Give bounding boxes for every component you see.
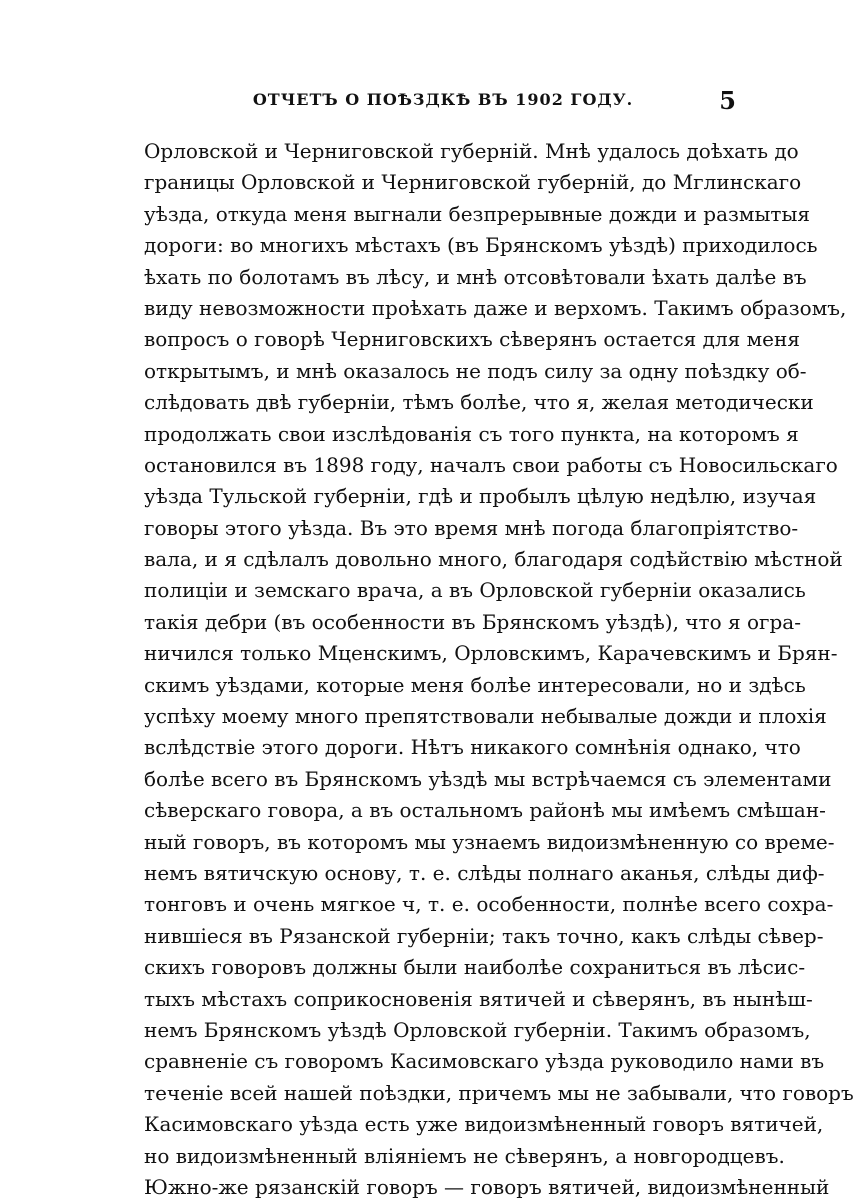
text-line: тонговъ и очень мягкое ч, т. е. особенности, полнѣе всего сохра- (144, 892, 834, 917)
text-line: ничился только Мценскимъ, Орловскимъ, Карачевскимъ и Брян- (144, 641, 838, 666)
text-line: Южно-же рязанскій говоръ — говоръ вятичей, видоизмѣненный (144, 1174, 830, 1199)
text-line: говоры этого уѣзда. Въ это время мнѣ погода благопріятство- (144, 515, 799, 540)
text-line: границы Орловской и Черниговской губерній, до Мглинскаго (144, 170, 802, 195)
text-line: Касимовскаго уѣзда есть уже видоизмѣненный говоръ вятичей, (144, 1112, 824, 1137)
text-line: вала, и я сдѣлалъ довольно много, благодаря содѣйствію мѣстной (144, 547, 843, 572)
text-line: немъ вятичскую основу, т. е. слѣды полнаго аканья, слѣды диф- (144, 860, 825, 885)
text-line: скихъ говоровъ должны были наиболѣе сохраниться въ лѣсис- (144, 955, 806, 980)
text-line: остановился въ 1898 году, началъ свои работы съ Новосильскаго (144, 452, 838, 477)
text-line: виду невозможности проѣхать даже и верхомъ. Такимъ образомъ, (144, 295, 847, 320)
text-line: дороги: во многихъ мѣстахъ (въ Брянскомъ уѣздѣ) приходилось (144, 233, 818, 258)
text-line: уѣзда Тульской губерніи, гдѣ и пробылъ цѣлую недѣлю, изучая (144, 484, 817, 509)
text-line: открытымъ, и мнѣ оказалось не подъ силу за одну поѣздку об- (144, 358, 807, 383)
text-line: вопросъ о говорѣ Черниговскихъ сѣверянъ остается для меня (144, 327, 800, 352)
page-number: 5 (719, 86, 736, 115)
text-line: болѣе всего въ Брянскомъ уѣздѣ мы встрѣчаемся съ элементами (144, 766, 832, 791)
text-line: такія дебри (въ особенности въ Брянскомъ уѣздѣ), что я огра- (144, 609, 801, 634)
text-line: полиціи и земскаго врача, а въ Орловской губерніи оказались (144, 578, 806, 603)
running-title: ОТЧЕТЪ О ПОѢЗДКѢ ВЪ 1902 ГОДУ. (252, 90, 634, 109)
running-header (144, 88, 742, 114)
body-text (144, 136, 854, 1203)
text-line: вслѣдствіе этого дороги. Нѣтъ никакого сомнѣнія однако, что (144, 735, 801, 760)
text-line: Орловской и Черниговской губерній. Мнѣ удалось доѣхать до (144, 139, 799, 163)
text-line: ѣхать по болотамъ въ лѣсу, и мнѣ отсовѣтовали ѣхать далѣе въ (144, 264, 807, 289)
text-line: но видоизмѣненный вліяніемъ не сѣверянъ, а новгородцевъ. (144, 1143, 785, 1168)
text-line: сѣверскаго говора, а въ остальномъ районѣ мы имѣемъ смѣшан- (144, 798, 826, 823)
text-line: сравненіе съ говоромъ Касимовскаго уѣзда руководило нами въ (144, 1049, 825, 1074)
text-line: нившіеся въ Рязанской губерніи; такъ точно, какъ слѣды сѣвер- (144, 923, 824, 948)
text-line: слѣдовать двѣ губерніи, тѣмъ болѣе, что я, желая методически (144, 390, 814, 415)
text-line: немъ Брянскомъ уѣздѣ Орловской губерніи. Такимъ образомъ, (144, 1017, 811, 1042)
text-line: ный говоръ, въ которомъ мы узнаемъ видоизмѣненную со време- (144, 829, 835, 854)
text-line: продолжать свои изслѣдованія съ того пункта, на которомъ я (144, 421, 799, 446)
text-line: успѣху моему много препятствовали небывалые дожди и плохія (144, 704, 827, 729)
text-line: тыхъ мѣстахъ соприкосновенія вятичей и сѣверянъ, въ нынѣш- (144, 986, 813, 1011)
text-line: теченіе всей нашей поѣздки, причемъ мы не забывали, что говоръ (144, 1080, 854, 1105)
text-line: скимъ уѣздами, которые меня болѣе интересовали, но и здѣсь (144, 672, 806, 697)
text-line: уѣзда, откуда меня выгнали безпрерывные дожди и размытыя (144, 201, 810, 226)
